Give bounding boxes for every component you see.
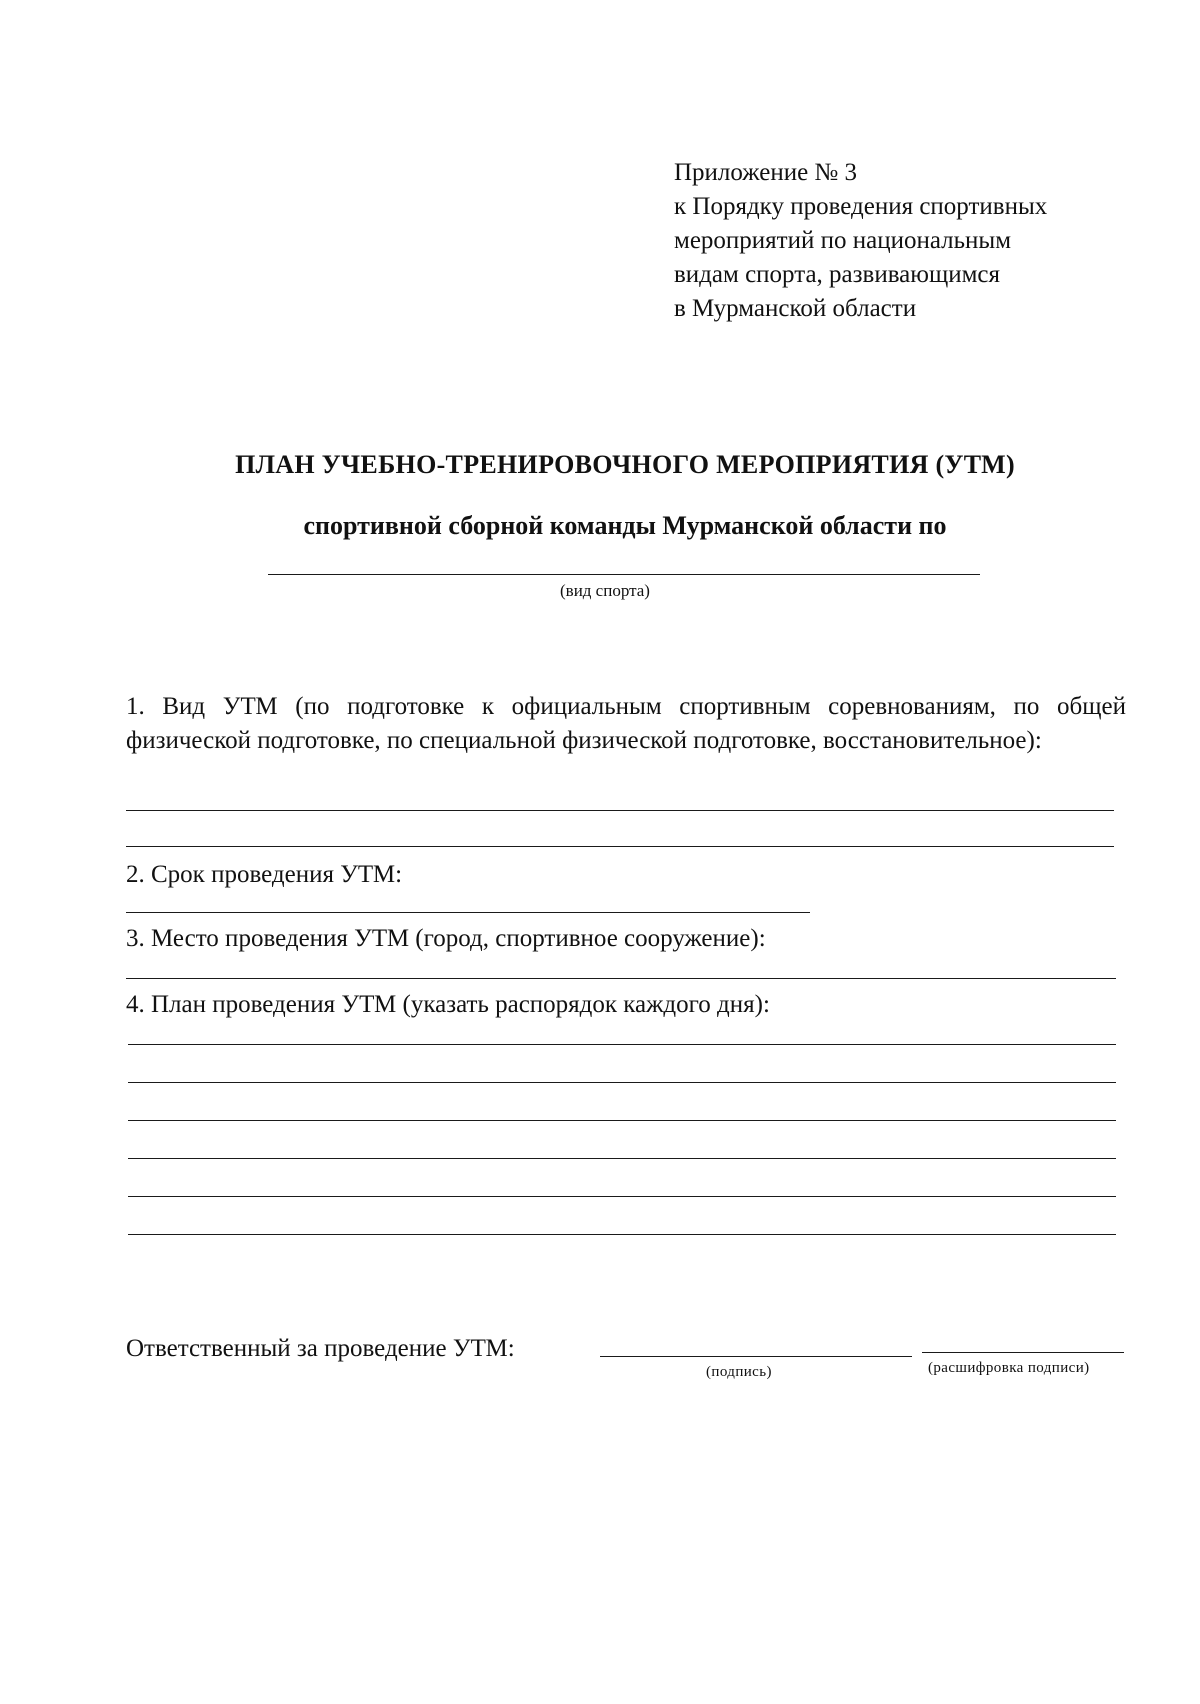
- signature-line[interactable]: [600, 1356, 912, 1357]
- signature-decode-line[interactable]: [922, 1352, 1124, 1353]
- item-3-text: 3. Место проведения УТМ (город, спортивное сооружение):: [126, 925, 766, 952]
- item-4-answer-line-5[interactable]: [128, 1196, 1116, 1197]
- appendix-block: [674, 156, 1047, 326]
- appendix-line-4: видам спорта, развивающимся: [674, 261, 1000, 288]
- item-1-answer-line-2[interactable]: [126, 846, 1114, 847]
- item-4-text: 4. План проведения УТМ (указать распорядок каждого дня):: [126, 991, 770, 1018]
- item-1-text: 1. Вид УТМ (по подготовке к официальным спортивным соревнованиям, по общей физической подготовке, по специальной физической подготовке, восстановительное):: [126, 693, 1126, 754]
- sport-field-line[interactable]: [268, 574, 980, 575]
- item-4-answer-line-4[interactable]: [128, 1158, 1116, 1159]
- appendix-line-1: Приложение № 3: [674, 159, 858, 186]
- item-4-answer-line-2[interactable]: [128, 1082, 1116, 1083]
- responsible-label: Ответственный за проведение УТМ:: [126, 1335, 515, 1362]
- item-1-answer-line-1[interactable]: [126, 810, 1114, 811]
- signature-decode-caption: (расшифровка подписи): [928, 1360, 1090, 1376]
- item-2-text: 2. Срок проведения УТМ:: [126, 861, 403, 888]
- document-title: ПЛАН УЧЕБНО-ТРЕНИРОВОЧНОГО МЕРОПРИЯТИЯ (УТМ): [235, 450, 1015, 479]
- sport-field-caption: (вид спорта): [560, 581, 650, 600]
- appendix-line-3: мероприятий по национальным: [674, 227, 1012, 254]
- item-4-answer-line-1[interactable]: [128, 1044, 1116, 1045]
- appendix-line-5: в Мурманской области: [674, 295, 917, 322]
- signature-caption: (подпись): [706, 1364, 772, 1380]
- item-4-answer-line-3[interactable]: [128, 1120, 1116, 1121]
- item-2-answer-line[interactable]: [126, 912, 810, 913]
- appendix-line-2: к Порядку проведения спортивных: [674, 193, 1048, 220]
- item-3-answer-line[interactable]: [126, 978, 1116, 979]
- document-subtitle: спортивной сборной команды Мурманской области по: [303, 511, 947, 540]
- item-4-answer-line-6[interactable]: [128, 1234, 1116, 1235]
